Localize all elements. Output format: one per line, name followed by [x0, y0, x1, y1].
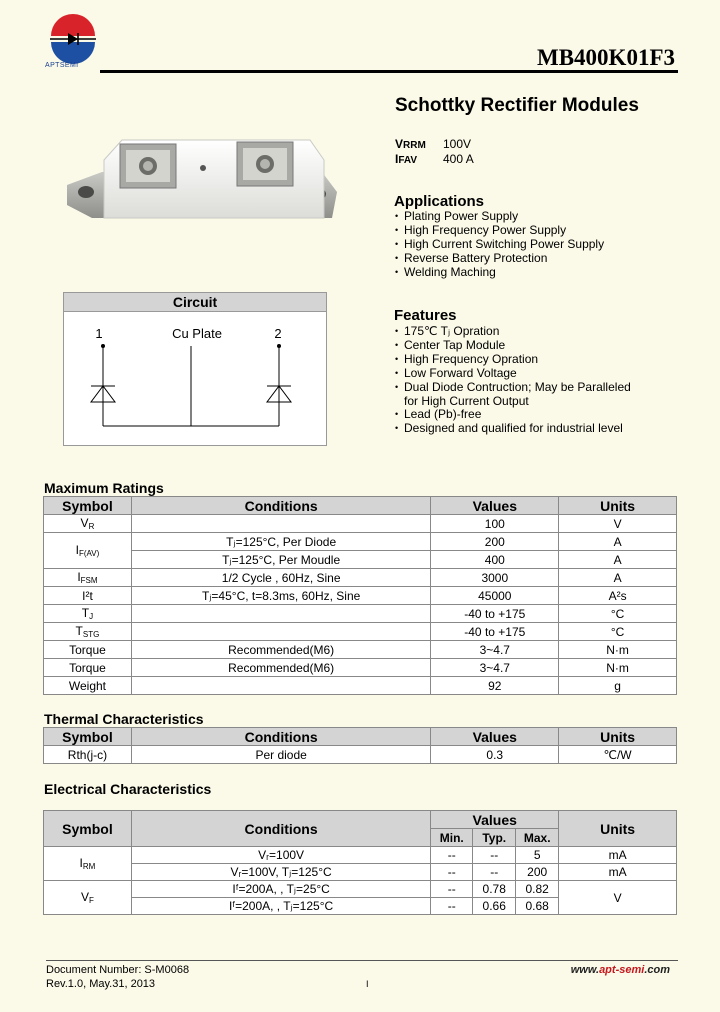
table-row — [44, 533, 677, 551]
cell-symbol: I²t — [44, 587, 132, 605]
cell-min: -- — [431, 847, 473, 864]
cell-symbol: Torque — [44, 641, 132, 659]
max-ratings-heading: Maximum Ratings — [44, 480, 164, 496]
page-number: I — [366, 979, 369, 989]
column-header: Symbol — [44, 811, 132, 847]
cell-max: 200 — [516, 864, 559, 881]
cell-symbol: $I_{RM}$ — [44, 847, 132, 881]
cell-value: 45000 — [431, 587, 559, 605]
cell-condition: Recommended(M6) — [131, 659, 431, 677]
cell-unit: °C — [559, 605, 677, 623]
cell-value: 3~4.7 — [431, 659, 559, 677]
applications-heading: Applications — [394, 193, 485, 210]
list-item: for High Current Output — [404, 393, 529, 408]
table-row — [44, 569, 677, 587]
spec-vrrm-value: 100V — [443, 137, 472, 151]
cell-typ: 0.78 — [473, 881, 516, 898]
cell-max: 5 — [516, 847, 559, 864]
cell-condition: Iᶠ=200A, , Tⱼ=125°C — [131, 898, 430, 915]
list-item: • Reverse Battery Protection — [395, 252, 604, 266]
table-row — [44, 677, 677, 695]
cell-condition: Recommended(M6) — [131, 641, 431, 659]
cell-typ: 0.66 — [473, 898, 516, 915]
table-row — [44, 881, 677, 898]
list-item: • Dual Diode Contruction; May be Paralleled — [395, 381, 631, 395]
features-heading: Features — [394, 307, 457, 324]
table-row — [44, 659, 677, 677]
cell-condition: Tⱼ=125°C, Per Diode — [131, 533, 431, 551]
module-photo — [62, 130, 342, 240]
cell-unit: V — [559, 881, 677, 915]
column-header: Units — [559, 811, 677, 847]
cell-max: 0.68 — [516, 898, 559, 915]
product-title: Schottky Rectifier Modules — [395, 95, 639, 116]
cu-plate-label: Cu Plate — [172, 326, 222, 341]
table-row — [44, 551, 677, 569]
column-header: Values — [431, 811, 559, 829]
cell-unit: N·m — [559, 659, 677, 677]
cell-symbol: $V_F$ — [44, 881, 132, 915]
cell-condition: Vᵣ=100V — [131, 847, 430, 864]
column-header: Units — [559, 497, 677, 515]
cell-unit: g — [559, 677, 677, 695]
spec-ifav — [395, 152, 474, 166]
cell-unit: A — [559, 533, 677, 551]
list-item: • High Frequency Power Supply — [395, 224, 604, 238]
part-number: MB400K01F3 — [537, 45, 675, 70]
revision: Rev.1.0, May.31, 2013 — [46, 978, 156, 990]
cell-condition: Tⱼ=125°C, Per Moudle — [131, 551, 431, 569]
header-rule — [100, 70, 678, 73]
cell-symbol: $V_R$ — [44, 515, 132, 533]
column-header: Conditions — [131, 811, 430, 847]
list-item: • 175℃ Tⱼ Opration — [395, 325, 631, 339]
cell-value: -40 to +175 — [431, 605, 559, 623]
electrical-table — [43, 810, 677, 915]
circuit-diagram — [64, 312, 326, 446]
cell-value: -40 to +175 — [431, 623, 559, 641]
list-item: • Plating Power Supply — [395, 210, 604, 224]
list-item: • Welding Maching — [395, 266, 604, 280]
cell-condition — [131, 515, 431, 533]
electrical-heading: Electrical Characteristics — [44, 781, 212, 797]
cell-typ: -- — [473, 864, 516, 881]
column-header: Typ. — [473, 829, 516, 847]
circuit-box — [63, 292, 327, 446]
pin-2-label: 2 — [274, 326, 282, 341]
cell-min: -- — [431, 898, 473, 915]
applications-list — [395, 210, 604, 280]
cell-condition — [131, 677, 431, 695]
features-list — [395, 325, 631, 436]
cell-value: 3~4.7 — [431, 641, 559, 659]
cell-condition: Vᵣ=100V, Tⱼ=125°C — [131, 864, 430, 881]
table-row — [44, 641, 677, 659]
spec-ifav-symbol: IFAV — [395, 152, 418, 166]
cell-unit: V — [559, 515, 677, 533]
column-header: Conditions — [131, 728, 430, 746]
cell-condition: Per diode — [131, 746, 430, 764]
cell-value: 100 — [431, 515, 559, 533]
column-header: Max. — [516, 829, 559, 847]
cell-value: 400 — [431, 551, 559, 569]
cell-unit: A — [559, 569, 677, 587]
table-row — [44, 864, 677, 881]
circuit-heading: Circuit — [64, 293, 326, 312]
pin-1-label: 1 — [95, 326, 103, 341]
cell-value: 92 — [431, 677, 559, 695]
list-item: • High Frequency Opration — [395, 353, 631, 367]
cell-symbol: $T_J$ — [44, 605, 132, 623]
cell-unit: mA — [559, 864, 677, 881]
cell-condition: 1/2 Cycle , 60Hz, Sine — [131, 569, 431, 587]
cell-symbol: Weight — [44, 677, 132, 695]
spec-vrrm-symbol: VRRM — [395, 137, 426, 151]
cell-condition: Tⱼ=45°C, t=8.3ms, 60Hz, Sine — [131, 587, 431, 605]
column-header: Values — [431, 497, 559, 515]
table-row — [44, 605, 677, 623]
table-row — [44, 623, 677, 641]
cell-symbol: Torque — [44, 659, 132, 677]
thermal-table — [43, 727, 677, 764]
table-row — [44, 847, 677, 864]
list-item: • High Current Switching Power Supply — [395, 238, 604, 252]
table-row — [44, 746, 677, 764]
cell-min: -- — [431, 881, 473, 898]
logo-text: APTSEMI — [45, 62, 79, 69]
cell-symbol: $I_{FSM}$ — [44, 569, 132, 587]
cell-symbol: Rth(j-c) — [44, 746, 132, 764]
footer-rule — [46, 960, 678, 961]
list-item: • Low Forward Voltage — [395, 367, 631, 381]
column-header: Symbol — [44, 728, 132, 746]
cell-value: 3000 — [431, 569, 559, 587]
cell-min: -- — [431, 864, 473, 881]
spec-ifav-value: 400 A — [443, 152, 474, 166]
thermal-heading: Thermal Characteristics — [44, 711, 204, 727]
website-link[interactable]: www.apt-semi.com — [570, 964, 670, 976]
spec-vrrm — [395, 137, 471, 151]
cell-unit: N·m — [559, 641, 677, 659]
column-header: Values — [431, 728, 559, 746]
cell-typ: -- — [473, 847, 516, 864]
document-number: Document Number: S-M0068 — [46, 964, 190, 976]
cell-symbol: $I_{F(AV)}$ — [44, 533, 132, 569]
column-header: Units — [559, 728, 677, 746]
list-item: • Designed and qualified for industrial level — [395, 422, 631, 436]
cell-condition: Iᶠ=200A, , Tⱼ=25°C — [131, 881, 430, 898]
cell-unit: °C — [559, 623, 677, 641]
cell-unit: A — [559, 551, 677, 569]
cell-unit: ℃/W — [559, 746, 677, 764]
cell-value: 200 — [431, 533, 559, 551]
list-item: • Lead (Pb)-free — [395, 408, 631, 422]
column-header: Symbol — [44, 497, 132, 515]
table-row — [44, 515, 677, 533]
table-row — [44, 587, 677, 605]
cell-value: 0.3 — [431, 746, 559, 764]
cell-condition — [131, 623, 431, 641]
cell-condition — [131, 605, 431, 623]
cell-unit: A²s — [559, 587, 677, 605]
cell-symbol: $T_{STG}$ — [44, 623, 132, 641]
column-header: Min. — [431, 829, 473, 847]
cell-unit: mA — [559, 847, 677, 864]
max-ratings-table — [43, 496, 677, 695]
list-item: • Center Tap Module — [395, 339, 631, 353]
cell-max: 0.82 — [516, 881, 559, 898]
column-header: Conditions — [131, 497, 431, 515]
